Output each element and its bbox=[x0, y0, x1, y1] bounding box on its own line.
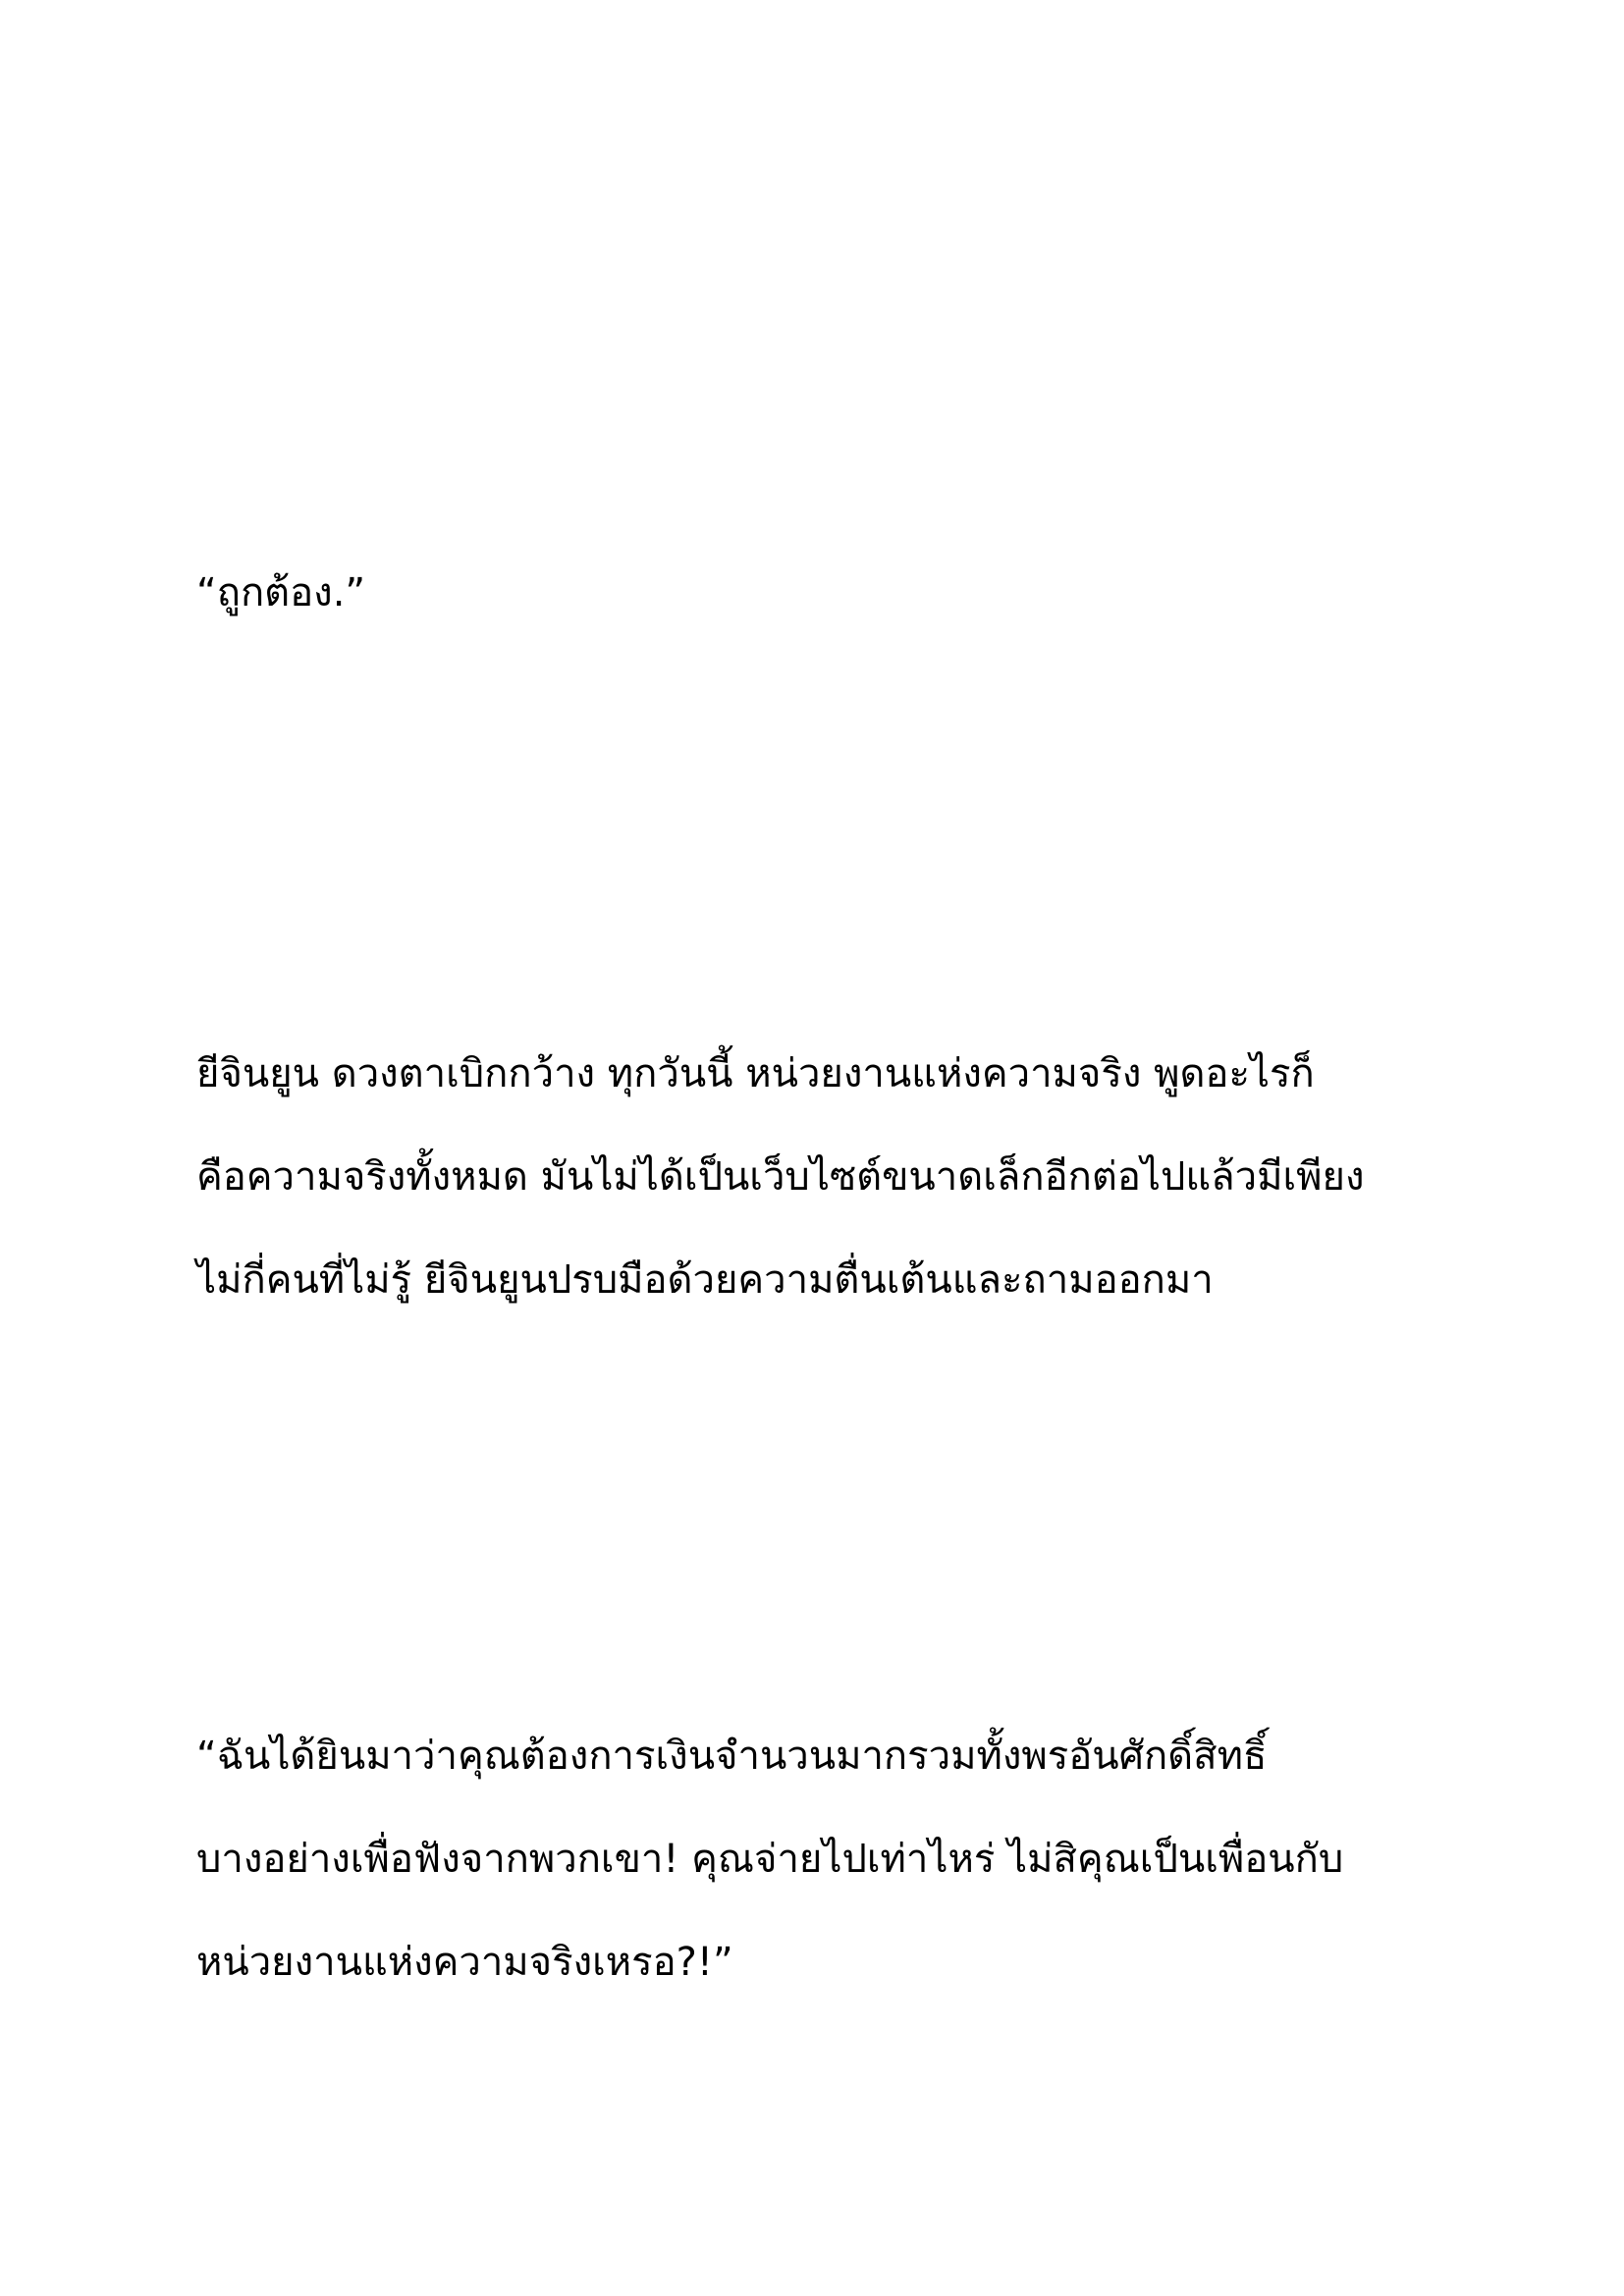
paragraph-3-line-3: หน่วยงานแห่งความจริงเหรอ?!” bbox=[196, 1940, 733, 1985]
paragraph-2-line-2: คือความจริงทั้งหมด มันไม่ได้เป็นเว็บไซต์ขนาดเล็กอีกต่อไปแล้วมีเพียง bbox=[196, 1154, 1365, 1200]
paragraph-2-line-1: ยีจินยูน ดวงตาเบิกกว้าง ทุกวันนี้ หน่วยงานแห่งความจริง พูดอะไรก็ bbox=[196, 1051, 1315, 1096]
paragraph-3-line-1: “ฉันได้ยินมาว่าคุณต้องการเงินจำนวนมากรวมทั้งพรอันศักดิ์สิทธิ์ bbox=[196, 1734, 1268, 1779]
paragraph-1-line-1: “ถูกต้อง.” bbox=[196, 570, 366, 615]
paragraph-3-line-2: บางอย่างเพื่อฟังจากพวกเขา! คุณจ่ายไปเท่าไหร่ ไม่สิคุณเป็นเพื่อนกับ bbox=[196, 1837, 1344, 1882]
paragraph-2-line-3: ไม่กี่คนที่ไม่รู้ ยีจินยูนปรบมือด้วยความตื่นเต้นและถามออกมา bbox=[196, 1257, 1214, 1303]
